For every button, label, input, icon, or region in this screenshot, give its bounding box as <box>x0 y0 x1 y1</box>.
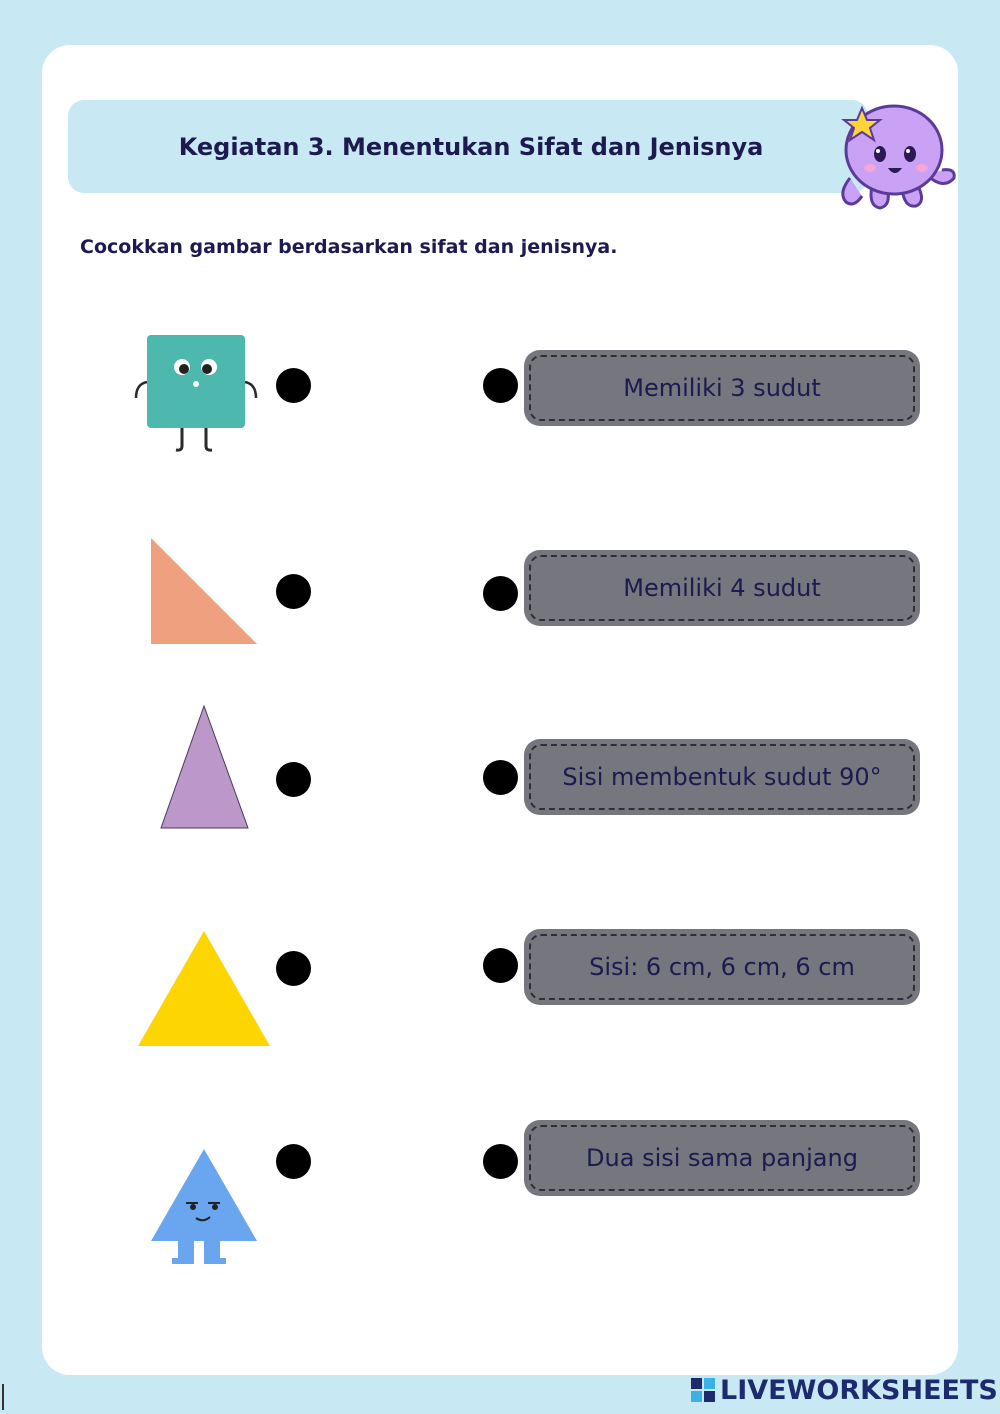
liveworksheets-logo <box>690 1374 998 1406</box>
option-label: Sisi membentuk sudut 90° <box>529 744 915 810</box>
title-banner <box>68 100 868 193</box>
option-card-3[interactable] <box>524 739 920 815</box>
left-dot-4[interactable] <box>276 951 311 986</box>
option-card-2[interactable] <box>524 550 920 626</box>
triangle-character-icon <box>148 1146 260 1268</box>
option-card-1[interactable] <box>524 350 920 426</box>
right-dot-4[interactable] <box>483 948 518 983</box>
isosceles-triangle-icon <box>158 704 252 830</box>
liveworksheets-logo-icon <box>690 1377 716 1403</box>
right-triangle-icon <box>150 537 260 647</box>
option-label: Dua sisi sama panjang <box>529 1125 915 1191</box>
left-dot-1[interactable] <box>276 368 311 403</box>
brand-name: LIVEWORKSHEETS <box>720 1374 998 1406</box>
page-title: Kegiatan 3. Menentukan Sifat dan Jenisnya <box>178 132 764 161</box>
option-label: Memiliki 3 sudut <box>529 355 915 421</box>
option-card-4[interactable] <box>524 929 920 1005</box>
left-dot-3[interactable] <box>276 762 311 797</box>
left-dot-5[interactable] <box>276 1144 311 1179</box>
option-label: Sisi: 6 cm, 6 cm, 6 cm <box>529 934 915 1000</box>
octopus-mascot-icon <box>832 98 960 216</box>
left-dot-2[interactable] <box>276 574 311 609</box>
option-card-5[interactable] <box>524 1120 920 1196</box>
right-dot-5[interactable] <box>483 1144 518 1179</box>
edge-line <box>2 1384 4 1410</box>
right-dot-3[interactable] <box>483 760 518 795</box>
equilateral-triangle-icon <box>136 928 272 1048</box>
instruction-text: Cocokkan gambar berdasarkan sifat dan jenisnya. <box>80 236 618 258</box>
right-dot-2[interactable] <box>483 576 518 611</box>
option-label: Memiliki 4 sudut <box>529 555 915 621</box>
square-character-icon <box>130 332 260 456</box>
right-dot-1[interactable] <box>483 368 518 403</box>
